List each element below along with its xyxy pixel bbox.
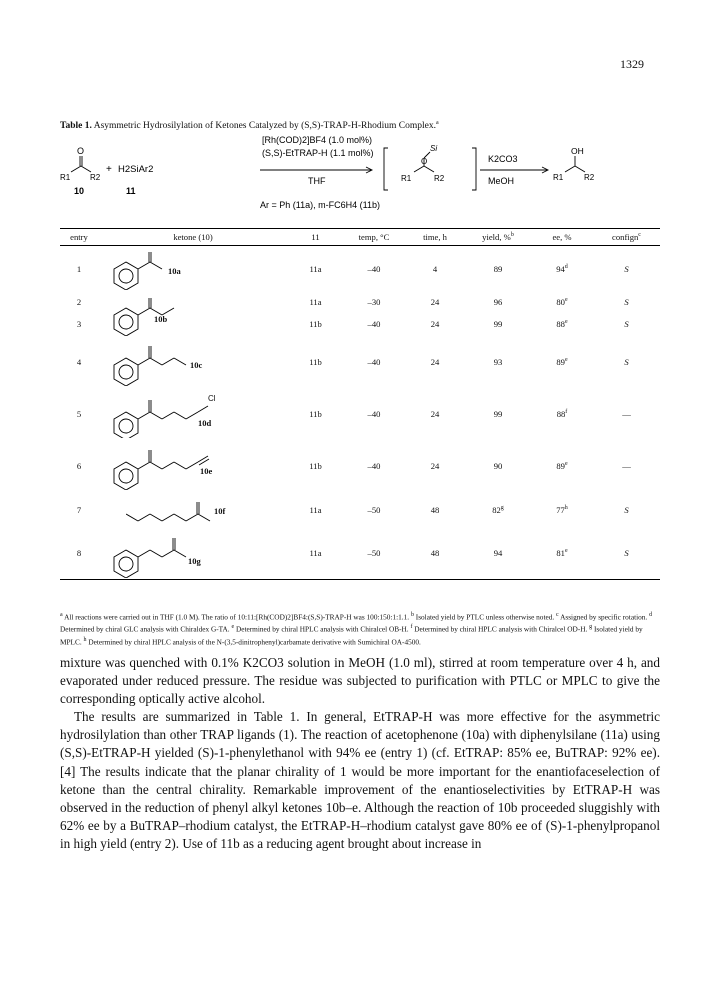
table-footnotes (60, 610, 660, 647)
ketone-label: 10a (168, 266, 181, 276)
silane-cell: 11b (309, 318, 322, 329)
silane-cell: 11a (309, 548, 322, 559)
reaction-scheme (60, 134, 660, 220)
col-time: time, h (423, 232, 447, 242)
scheme-prod-r2: R2 (584, 173, 595, 182)
footnote-text: Determined by chiral HPLC analysis with Chiralcel OB-H. (235, 624, 409, 634)
scheme-r1: R1 (60, 173, 71, 182)
scheme-plus: + (106, 164, 112, 175)
silane-cell: 11a (309, 263, 322, 274)
temp-cell: –30 (367, 296, 381, 307)
footnote-text: Determined by chiral HPLC analysis with Chiralcel OD-H. (414, 624, 588, 634)
config-cell: — (622, 460, 631, 471)
acetophenone-structure (108, 248, 218, 290)
ketone-label: 10b (154, 313, 168, 324)
time-cell: 24 (430, 296, 440, 307)
ketone-label: 10c (190, 359, 203, 370)
footnote-text: Assigned by specific rotation. (560, 612, 648, 622)
entry-cell: 6 (76, 460, 82, 471)
time-cell: 24 (430, 356, 440, 367)
ketone-structure (98, 246, 288, 292)
paragraph: The results are summarized in Table 1. In general, EtTRAP-H was more effective for the asymmetric hydrosilylation than other TRAP ligands (1). The reaction of acetophenone (10a) with diphenylsilane (11a) using (S,S)-EtTRAP-H yielded (S)-1-phenylethanol with 94% ee (entry 1) (cf. EtTRAP: 85% ee, BuTRAP: 92% ee).[4] The results indicate that the planar chirality of 1 would be more important for the enantiofaceselection of ketone than the central chirality. Remarkable improvement of the enantioselectivities by EtTRAP-H was observed in the reduction of phenyl alkyl ketones 10b–e. Although the reaction of 10b proceeded sluggishly with 62% ee by a BuTRAP–rhodium catalyst, the EtTRAP-H–rhodium catalyst gave 80% ee of (S)-1-phenylpropanol in high yield (entry 2). Use of 11b as a reducing agent brought about increase in (60, 709, 660, 851)
config-cell: S (624, 356, 629, 367)
table-title: Asymmetric Hydrosilylation of Ketones Catalyzed by (S,S)-TRAP-H-Rhodium Complex. (93, 121, 436, 132)
config-cell: S (624, 504, 629, 515)
footnote-mark: a (60, 612, 63, 618)
temp-cell: –40 (367, 356, 381, 367)
table-label: Table 1. (60, 121, 92, 132)
col-yield (465, 229, 531, 246)
ee-cell (531, 312, 593, 336)
ee-cell (531, 528, 593, 580)
ee-mark: f (565, 408, 568, 415)
page-number: 1329 (620, 57, 644, 71)
col-ketone: ketone (10) (173, 232, 213, 242)
ee-mark: e (564, 548, 568, 555)
temp-cell: –50 (367, 548, 381, 559)
col-silane: 11 (311, 232, 320, 242)
footnote-mark: g (589, 624, 593, 631)
caption-footnote-mark: a (435, 120, 439, 126)
yield-cell: 94 (493, 548, 503, 559)
ee-value: 80 (556, 296, 565, 307)
scheme-si: Si (430, 144, 438, 153)
footnote-mark: d (649, 612, 653, 618)
time-cell: 4 (432, 263, 438, 274)
footnote-mark: b (410, 612, 414, 618)
yield-cell: 96 (493, 296, 503, 307)
ee-value: 94 (556, 263, 565, 274)
ketone-structure (98, 292, 288, 336)
ee-cell (531, 492, 593, 528)
time-cell: 48 (430, 504, 440, 515)
yield-mark: g (500, 504, 504, 511)
ketone-structure (98, 336, 288, 388)
col-config-label: confign (612, 232, 639, 242)
col-yield-mark: b (510, 232, 514, 239)
ee-value: 88 (556, 318, 565, 329)
config-cell: S (624, 263, 629, 274)
ee-cell (531, 440, 593, 492)
paragraph: mixture was quenched with 0.1% K2CO3 solution in MeOH (1.0 ml), stirred at room temperature over 4 h, and evaporated under reduced pressure. The residue was subjected to purification with PTLC or MPLC to give the corresponding optically active alcohol. (60, 655, 660, 707)
ee-value: 81 (556, 548, 565, 559)
entry-cell: 1 (76, 263, 82, 274)
butyrophenone-structure (108, 338, 228, 386)
silane-cell: 11b (309, 408, 322, 419)
ketone-label: 10f (214, 505, 226, 516)
ee-cell (531, 292, 593, 312)
ee-mark: e (564, 356, 568, 363)
benzylacetone-structure (108, 530, 228, 578)
ee-mark: h (564, 504, 568, 511)
ketone-label: 10e (200, 465, 213, 476)
chlorine-label: Cl (208, 393, 216, 403)
scheme-ketone-num: 10 (74, 186, 85, 196)
config-cell: S (624, 318, 629, 329)
table-header-row (60, 229, 660, 246)
body-text (60, 654, 660, 853)
entry-cell: 5 (76, 408, 82, 419)
ee-value: 77 (556, 504, 565, 515)
ketone-label: 10g (188, 555, 201, 566)
yield-cell: 93 (493, 356, 503, 367)
footnote-text: Isolated yield by MPLC. (60, 624, 643, 647)
ee-mark: e (564, 318, 568, 325)
ketone-structure (98, 528, 288, 580)
ketone-structure (98, 492, 288, 528)
scheme-catalyst: [Rh(COD)2]BF4 (1.0 mol%) (262, 135, 373, 145)
scheme-base-solvent: MeOH (488, 176, 515, 186)
config-cell: — (622, 408, 631, 419)
table-caption (60, 120, 439, 131)
temp-cell: –40 (367, 408, 381, 419)
ee-cell (531, 246, 593, 292)
silane-cell: 11a (309, 296, 322, 307)
ketone-structure (98, 388, 288, 440)
footnote-mark: e (231, 624, 235, 631)
scheme-int-r2: R2 (434, 174, 445, 183)
ee-cell (531, 388, 593, 440)
ee-mark: e (564, 296, 568, 303)
table-row (60, 388, 660, 440)
scheme-ar-definition: Ar = Ph (11a), m-FC6H4 (11b) (260, 200, 380, 210)
silane-cell: 11b (309, 460, 322, 471)
entry-cell: 2 (76, 296, 82, 307)
config-cell: S (624, 548, 629, 559)
ee-value: 89 (556, 356, 565, 367)
svg-text:O: O (77, 146, 85, 156)
scheme-solvent: THF (308, 176, 326, 186)
time-cell: 24 (430, 460, 440, 471)
yield-cell: 99 (493, 318, 503, 329)
footnote-text: All reactions were carried out in THF (1.0 M). The ratio of 10:11:[Rh(COD)2]BF4:(S,S)-TRAP-H was 100:150:1:1.1. (64, 612, 410, 622)
ee-cell (531, 336, 593, 388)
ee-mark: d (564, 263, 568, 270)
scheme-reagent: H2SiAr2 (118, 164, 154, 175)
temp-cell: –50 (367, 504, 381, 515)
yield-cell: 99 (493, 408, 503, 419)
table-row (60, 336, 660, 388)
entry-cell: 7 (76, 504, 82, 515)
time-cell: 24 (430, 318, 440, 329)
footnote-mark: f (410, 624, 413, 631)
footnote-text: Determined by chiral GLC analysis with Chiraldex G-TA. (60, 624, 230, 634)
alkenyl-ketone-structure (108, 442, 238, 490)
entry-cell: 4 (76, 356, 82, 367)
ee-value: 89 (556, 460, 565, 471)
table-row (60, 440, 660, 492)
col-entry: entry (70, 232, 88, 242)
entry-cell: 8 (76, 548, 82, 559)
footnote-mark: h (83, 636, 87, 643)
results-table (60, 228, 660, 580)
ee-mark: e (564, 460, 568, 467)
config-cell: S (624, 296, 629, 307)
table-row (60, 492, 660, 528)
ketone-label: 10d (198, 417, 212, 428)
table-row (60, 528, 660, 580)
entry-cell: 3 (76, 318, 82, 329)
scheme-base: K2CO3 (488, 154, 518, 164)
footnote-text: Isolated yield by PTLC unless otherwise noted. (415, 612, 555, 622)
time-cell: 48 (430, 548, 440, 559)
yield-cell: 90 (493, 460, 503, 471)
col-config (593, 229, 660, 246)
ee-value: 88 (556, 408, 566, 419)
scheme-r2: R2 (90, 173, 101, 182)
col-ee: ee, % (552, 232, 572, 242)
col-config-mark: c (638, 232, 641, 239)
scheme-prod-r1: R1 (553, 173, 564, 182)
footnote-mark: c (556, 612, 559, 618)
scheme-silane-num: 11 (126, 186, 136, 196)
temp-cell: –40 (367, 460, 381, 471)
time-cell: 24 (430, 408, 440, 419)
yield-cell (465, 492, 531, 528)
footnote-text: Determined by chiral HPLC analysis of the N-(3,5-dinitrophenyl)carbamate derivative with Sumichiral OA-4500. (88, 637, 421, 647)
table-row (60, 292, 660, 312)
col-temp: temp, °C (358, 232, 390, 242)
silane-cell: 11a (309, 504, 322, 515)
yield-value: 82 (492, 504, 501, 515)
yield-cell: 89 (493, 263, 503, 274)
silane-cell: 11b (309, 356, 322, 367)
col-yield-label: yield, % (482, 232, 511, 242)
temp-cell: –40 (367, 263, 381, 274)
dialkyl-ketone-structure (126, 492, 256, 526)
temp-cell: –40 (367, 318, 381, 329)
scheme-int-r1: R1 (401, 174, 412, 183)
scheme-ligand: (S,S)-EtTRAP-H (1.1 mol%) (262, 148, 374, 158)
chloroketone-structure (108, 390, 238, 438)
ketone-structure (98, 440, 288, 492)
svg-text:O: O (421, 157, 428, 166)
scheme-oh: OH (571, 146, 584, 156)
table-row (60, 246, 660, 292)
